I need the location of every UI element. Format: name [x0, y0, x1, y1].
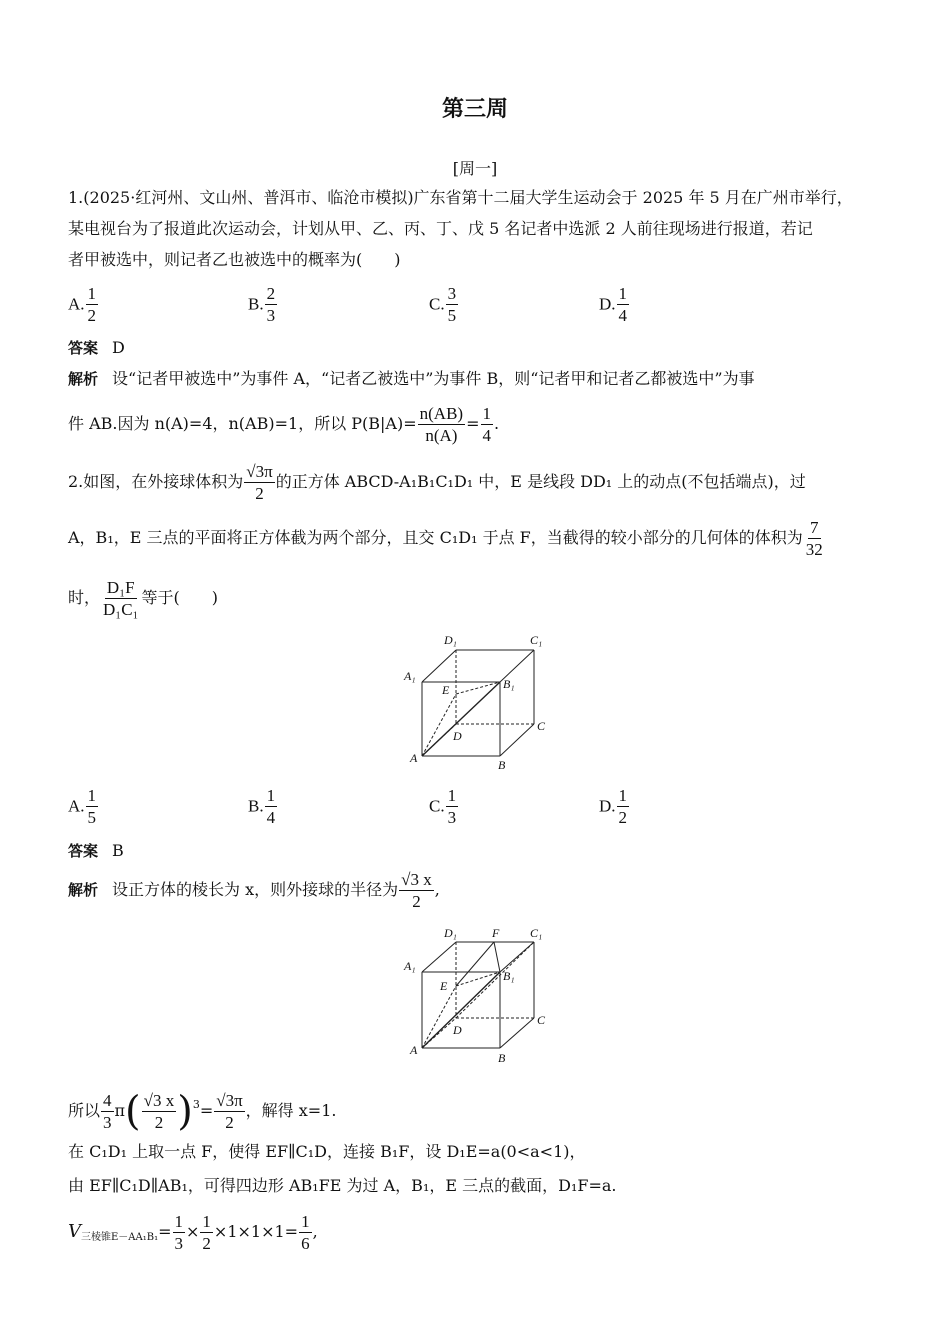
- option-denominator: 3: [266, 306, 276, 325]
- q2-volume-line: [68, 1210, 318, 1260]
- option-letter: A.: [68, 294, 85, 314]
- left-paren: (: [125, 1088, 141, 1135]
- so-result: ，解得 x=1.: [245, 1101, 337, 1120]
- equals-sign: =: [466, 414, 480, 433]
- segment-e-f: [456, 942, 494, 986]
- q2-option-d: [599, 786, 630, 827]
- fraction-numerator: √3π: [216, 1091, 243, 1110]
- q1-option-b: [248, 284, 278, 325]
- fraction-denominator: n(A): [425, 426, 458, 445]
- q1-analysis-line-1: [68, 369, 755, 389]
- period: .: [494, 414, 500, 433]
- q2-answer-line: [68, 841, 124, 861]
- equals-sign: =: [158, 1222, 172, 1241]
- fraction-numerator: √3π: [246, 462, 273, 481]
- fraction-numerator: 1: [482, 404, 491, 423]
- segment-a-e: [422, 986, 456, 1048]
- fraction-denominator: 6: [301, 1234, 310, 1253]
- q2-line-1: [68, 462, 806, 503]
- q2-option-c: [429, 786, 459, 827]
- label-a1: A₁: [404, 959, 416, 973]
- q2-line-f: 在 C₁D₁ 上取一点 F，使得 EF∥C₁D，连接 B₁F，设 D₁E=a(0<a<1)，: [68, 1142, 586, 1161]
- label-a: A: [410, 1043, 418, 1057]
- q2-option-b: [248, 786, 278, 827]
- q2-option-a: [68, 786, 99, 827]
- analysis-label: 解析: [68, 881, 99, 899]
- option-letter: C.: [429, 294, 445, 314]
- q2-text-2: A，B₁，E 三点的平面将正方体截为两个部分，且交 C₁D₁ 于点 F，当截得的较小部分的几何体的体积为: [68, 528, 803, 547]
- comma: ,: [312, 1222, 318, 1241]
- label-a1: A₁: [404, 669, 416, 683]
- fraction-numerator: 1: [202, 1212, 211, 1231]
- right-paren: ): [177, 1088, 193, 1135]
- option-letter: B.: [248, 796, 264, 816]
- option-letter: D.: [599, 294, 616, 314]
- label-d: D: [453, 729, 462, 743]
- fraction-denominator: 2: [225, 1113, 234, 1132]
- analysis-label: 解析: [68, 370, 99, 388]
- label-e: E: [442, 683, 450, 697]
- q2-text-3-post: 等于( ): [141, 588, 218, 607]
- day-heading: [周一]: [452, 159, 498, 178]
- label-d: D: [453, 1023, 462, 1037]
- q2-text-pre: 2.如图，在外接球体积为: [68, 472, 244, 491]
- q2-so-line: [68, 1080, 336, 1136]
- fraction-denominator: 2: [412, 892, 421, 911]
- option-numerator: 1: [618, 786, 628, 805]
- fraction-denominator: 32: [805, 540, 823, 559]
- label-b: B: [498, 1051, 506, 1065]
- pi-symbol: π: [114, 1101, 126, 1120]
- label-f: F: [492, 926, 500, 940]
- label-b1: B₁: [503, 969, 515, 983]
- cube-figure-2: [400, 924, 560, 1069]
- q1-line-3: 者甲被选中，则记者乙也被选中的概率为( ): [68, 250, 401, 269]
- option-denominator: 5: [447, 306, 457, 325]
- option-denominator: 2: [87, 306, 97, 325]
- answer-label: 答案: [68, 339, 99, 357]
- volume-product: ×1×1×1=: [213, 1222, 299, 1241]
- label-d1: D₁: [444, 926, 457, 940]
- fraction-denominator: D₁C₁: [103, 600, 139, 619]
- page-title: 第三周: [441, 97, 508, 122]
- option-numerator: 1: [266, 786, 276, 805]
- answer-label: 答案: [68, 842, 99, 860]
- label-b: B: [498, 758, 506, 772]
- segment-d-c1: [456, 942, 534, 1018]
- q1-answer-value: D: [112, 338, 125, 357]
- q1-option-c: [429, 284, 459, 325]
- equals-sign: =: [199, 1101, 214, 1120]
- fraction-denominator: 3: [103, 1113, 112, 1132]
- edge: [500, 724, 534, 756]
- q2-line-3: [68, 576, 218, 620]
- option-letter: C.: [429, 796, 445, 816]
- label-e: E: [440, 979, 448, 993]
- q1-analysis-line-2: [68, 404, 499, 445]
- segment-f-b1: [494, 942, 500, 972]
- option-numerator: 1: [87, 284, 97, 303]
- label-c: C: [537, 1013, 546, 1027]
- q1-line-2: 某电视台为了报道此次运动会，计划从甲、乙、丙、丁、戊 5 名记者中选派 2 人前往现场进行报道，若记: [68, 219, 813, 238]
- fraction-denominator: 4: [482, 426, 491, 445]
- q2-analysis-line-1: [68, 868, 440, 912]
- edge: [422, 942, 456, 972]
- volume-subscript: 三棱锥E－AA₁B₁: [81, 1232, 159, 1243]
- edge: [422, 650, 456, 682]
- q1-answer-line: [68, 338, 125, 358]
- label-a: A: [410, 751, 418, 765]
- option-numerator: 1: [87, 786, 97, 805]
- option-numerator: 3: [447, 284, 457, 303]
- q2-answer-value: B: [112, 841, 124, 860]
- q2-text-post: 的正方体 ABCD-A₁B₁C₁D₁ 中，E 是线段 DD₁ 上的动点(不包括端点)，过: [275, 472, 806, 491]
- exponent: 3: [192, 1098, 200, 1111]
- fraction-numerator: √3 x: [143, 1091, 175, 1110]
- edge: [500, 1018, 534, 1048]
- label-d1: D₁: [444, 633, 457, 647]
- fraction-numerator: 4: [103, 1091, 112, 1110]
- segment-a-e: [422, 694, 456, 756]
- q2-line-2: [68, 518, 826, 559]
- fraction-numerator: √3 x: [401, 870, 432, 889]
- q2-line-g: 由 EF∥C₁D∥AB₁，可得四边形 AB₁FE 为过 A，B₁，E 三点的截面，D₁F=a.: [68, 1176, 617, 1195]
- fraction-numerator: D₁F: [106, 578, 135, 597]
- so-text: 所以: [68, 1101, 101, 1120]
- option-letter: B.: [248, 294, 264, 314]
- comma: ,: [434, 880, 440, 899]
- fraction-denominator: 2: [154, 1113, 164, 1132]
- fraction-numerator: 1: [301, 1212, 310, 1231]
- fraction-numerator: 7: [810, 518, 819, 537]
- label-b1: B₁: [503, 677, 515, 691]
- label-c1: C₁: [530, 633, 543, 647]
- option-denominator: 4: [266, 808, 276, 827]
- label-c: C: [537, 719, 546, 733]
- fraction-denominator: 3: [174, 1234, 184, 1253]
- fraction-denominator: 2: [255, 484, 264, 503]
- cube-figure-1: [400, 628, 560, 778]
- fraction-denominator: 2: [202, 1234, 211, 1253]
- option-letter: A.: [68, 796, 85, 816]
- option-denominator: 2: [618, 808, 628, 827]
- q2-analysis-text: 设正方体的棱长为 x，则外接球的半径为: [112, 880, 399, 899]
- option-denominator: 5: [87, 808, 97, 827]
- fraction-numerator: n(AB): [419, 404, 464, 423]
- q2-text-3: 时，: [68, 588, 101, 607]
- option-numerator: 1: [447, 786, 457, 805]
- option-letter: D.: [599, 796, 616, 816]
- q1-option-d: [599, 284, 630, 325]
- times-sign: ×: [186, 1222, 200, 1241]
- q1-line-1: 1.(2025·红河州、文山州、普洱市、临沧市模拟)广东省第十二届大学生运动会于 2025 年 5 月在广州市举行，: [68, 188, 853, 207]
- q1-analysis-text: 设“记者甲被选中”为事件 A，“记者乙被选中”为事件 B，则“记者甲和记者乙都被选中”为事: [112, 369, 755, 388]
- q1-option-a: [68, 284, 99, 325]
- option-denominator: 4: [618, 306, 628, 325]
- option-numerator: 1: [618, 284, 628, 303]
- label-c1: C₁: [530, 926, 543, 940]
- option-numerator: 2: [266, 284, 276, 303]
- option-denominator: 3: [447, 808, 457, 827]
- volume-symbol: V: [68, 1221, 81, 1242]
- fraction-numerator: 1: [174, 1212, 184, 1231]
- q1-analysis-text-2: 件 AB.因为 n(A)=4，n(AB)=1，所以 P(B|A)=: [68, 414, 417, 433]
